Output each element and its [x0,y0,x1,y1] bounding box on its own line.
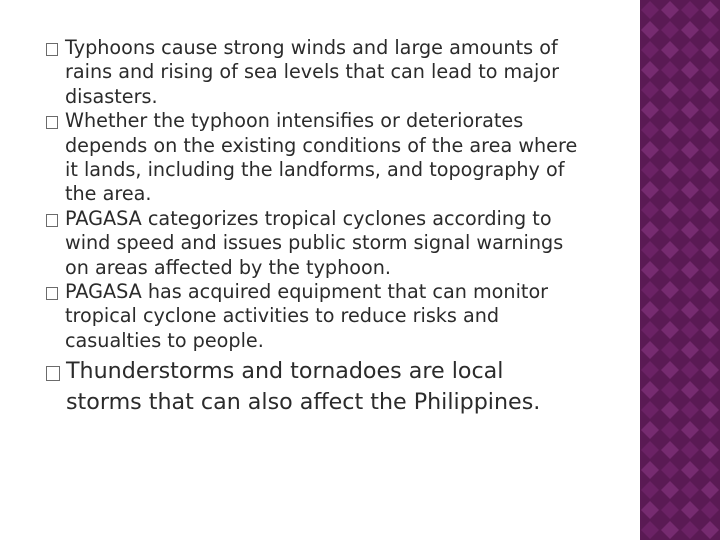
square-outline-bullet-icon [46,366,60,381]
bullet-item [46,280,586,353]
square-outline-bullet-icon [46,43,58,56]
bullet-item [46,36,586,109]
bullet-item [46,356,586,418]
bullet-text: Thunderstorms and tornadoes are local storms that can also affect the Philippines. [66,358,541,416]
diamond-pattern [640,0,720,540]
square-outline-bullet-icon [46,116,58,129]
bullet-item [46,207,586,280]
bullet-text: PAGASA categorizes tropical cyclones according to wind speed and issues public storm signal warnings on areas affected by the typhoon. [65,206,564,279]
bullet-item [46,109,586,207]
bullet-text: Whether the typhoon intensifies or deteriorates depends on the existing conditions of the area where it lands, including the landforms, and topography of the area. [65,109,578,206]
bullet-text: Typhoons cause strong winds and large amounts of rains and rising of sea levels that can lead to major disasters. [65,36,559,108]
square-outline-bullet-icon [46,214,58,227]
decorative-sidebar [640,0,720,540]
bullet-list [46,36,586,418]
square-outline-bullet-icon [46,287,58,300]
bullet-text: PAGASA has acquired equipment that can monitor tropical cyclone activities to reduce risks and casualties to people. [65,280,549,352]
